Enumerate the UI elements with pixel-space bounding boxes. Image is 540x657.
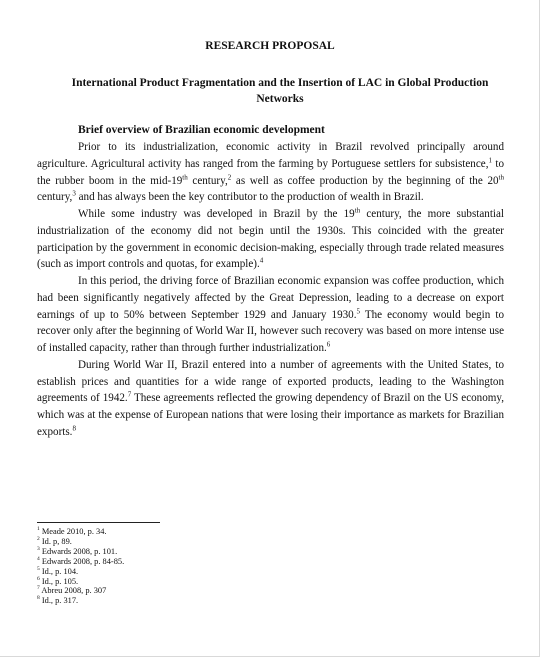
footnote-ref: 5 xyxy=(356,306,360,315)
footnote-ref: 2 xyxy=(227,172,232,181)
paragraph-text: century, the more substantial industrialization of the economy did not begin until the 1930s. This coincided with the greater participation by the government in economic decision-making, especially through trade related measures (such as import controls and quotas, for example). xyxy=(37,208,504,271)
footnote-number: 7 xyxy=(37,585,40,592)
paragraph-text: The economy would begin to recover only after the beginning of World War II, however such recovery was based on more intense use of installed capacity, rather than through further industrialization. xyxy=(37,308,504,354)
paragraph-text: These agreements reflected the growing dependency of Brazil on the US economy, which was at the expense of European nations that were losing their importance as markets for Brazilian exports. xyxy=(37,392,504,438)
footnote-ref: 6 xyxy=(326,340,331,349)
footnote-3 xyxy=(37,547,124,557)
footnote-ref: 8 xyxy=(72,424,76,433)
paragraph-text: In this period, the driving force of Brazilian economic expansion was coffee production, which had been significantly negatively affected by the Great Depression, leading to a decrease on export earnings of up to 50% between September 1929 and January 1930. xyxy=(37,275,504,321)
ordinal-suffix: th xyxy=(498,172,504,181)
paragraph-text: to the rubber boom in the mid-19 xyxy=(37,157,504,187)
footnote-2 xyxy=(37,537,124,547)
footnote-text: Edwards 2008, p. 101. xyxy=(39,546,118,556)
footnote-number: 8 xyxy=(37,595,40,602)
paragraph-2 xyxy=(37,206,504,273)
ordinal-suffix: th xyxy=(354,206,361,215)
footnote-ref: 1 xyxy=(488,156,492,165)
footnote-text: Id., p. 104. xyxy=(39,566,79,576)
footnote-4 xyxy=(37,557,124,567)
paragraph-text: century, xyxy=(37,191,73,204)
document-title: RESEARCH PROPOSAL xyxy=(205,40,335,52)
footnote-separator xyxy=(37,522,160,523)
footnote-text: Edwards 2008, p. 84-85. xyxy=(39,556,125,566)
footnote-number: 2 xyxy=(37,536,40,543)
paragraph-text: as well as coffee production by the beginning of the 20 xyxy=(231,174,499,187)
footnote-number: 3 xyxy=(37,546,40,553)
paragraph-1 xyxy=(37,139,504,206)
section-heading: Brief overview of Brazilian economic development xyxy=(78,124,325,136)
footnote-text: Meade 2010, p. 34. xyxy=(39,527,107,536)
footnote-ref: 4 xyxy=(259,256,264,265)
footnote-text: Abreu 2008, p. 307 xyxy=(39,586,107,596)
footnote-text: Id. p, 89. xyxy=(39,536,72,546)
footnote-number: 5 xyxy=(37,565,40,572)
footnote-8 xyxy=(37,596,124,606)
footnote-text: Id., p. 105. xyxy=(39,576,79,586)
body-text xyxy=(37,139,504,441)
paragraph-3 xyxy=(37,273,504,357)
ordinal-suffix: th xyxy=(182,172,188,181)
paragraph-text: century, xyxy=(187,174,228,187)
footnote-6 xyxy=(37,577,124,587)
paragraph-text: and has always been the key contributor to the production of wealth in Brazil. xyxy=(75,191,424,204)
document-subtitle: International Product Fragmentation and the Insertion of LAC in Global Production Networks xyxy=(71,77,489,105)
paragraph-4 xyxy=(37,357,504,441)
footnote-1 xyxy=(37,527,124,537)
footnotes xyxy=(37,527,124,606)
footnote-7 xyxy=(37,586,124,596)
footnote-number: 4 xyxy=(37,555,40,562)
footnote-number: 1 xyxy=(37,526,40,533)
footnote-ref: 7 xyxy=(127,390,132,399)
footnote-text: Id., p. 317. xyxy=(39,596,79,606)
paragraph-text: While some industry was developed in Brazil by the 19 xyxy=(78,208,355,220)
paragraph-text: During World War II, Brazil entered into a number of agreements with the United States, to establish prices and quantities for a wide range of exported products, leading to the Washington agreements of 1942. xyxy=(37,358,504,405)
paragraph-text: Prior to its industrialization, economic activity in Brazil revolved principally around agriculture. Agricultural activity has ranged from the farming by Portuguese settlers for subsistence, xyxy=(37,141,504,170)
footnote-5 xyxy=(37,567,124,577)
footnote-ref: 3 xyxy=(72,189,76,198)
footnote-number: 6 xyxy=(37,575,40,582)
